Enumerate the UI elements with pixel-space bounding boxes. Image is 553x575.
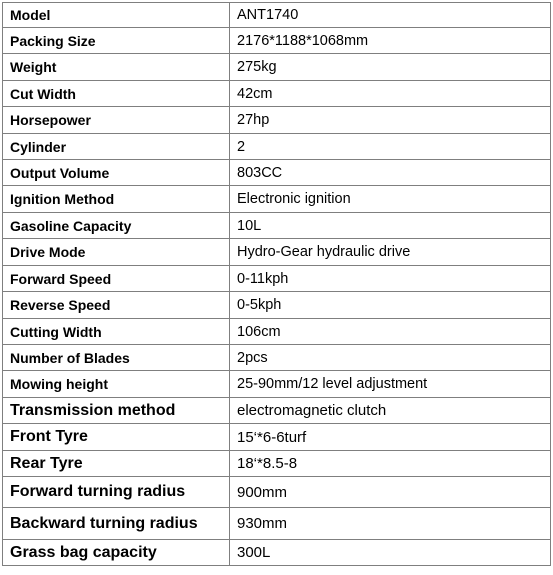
table-row: [3, 398, 551, 424]
table-row: [3, 213, 551, 239]
table-row: [3, 345, 551, 371]
row-value: 106cm: [230, 319, 551, 345]
table-row: [3, 319, 551, 345]
row-value: Hydro-Gear hydraulic drive: [230, 239, 551, 266]
row-label: Rear Tyre: [3, 451, 230, 477]
table-row: [3, 239, 551, 266]
table-row: [3, 508, 551, 540]
row-label: Forward turning radius: [3, 477, 230, 508]
row-value: 15‘*6-6turf: [230, 424, 551, 451]
row-value: 27hp: [230, 107, 551, 134]
table-row: [3, 292, 551, 319]
row-label: Model: [3, 3, 230, 28]
row-label: Cutting Width: [3, 319, 230, 345]
table-row: [3, 186, 551, 213]
row-label: Weight: [3, 54, 230, 81]
table-row: [3, 134, 551, 160]
row-value: 803CC: [230, 160, 551, 186]
row-value: 0-5kph: [230, 292, 551, 319]
table-row: [3, 451, 551, 477]
row-value: 2176*1188*1068mm: [230, 28, 551, 54]
row-value: 0-11kph: [230, 266, 551, 292]
row-label: Packing Size: [3, 28, 230, 54]
row-value: 25-90mm/12 level adjustment: [230, 371, 551, 398]
row-label: Horsepower: [3, 107, 230, 134]
spec-table-container: [2, 2, 551, 566]
row-label: Cut Width: [3, 81, 230, 107]
row-value: electromagnetic clutch: [230, 398, 551, 424]
row-label: Cylinder: [3, 134, 230, 160]
row-label: Mowing height: [3, 371, 230, 398]
row-label: Transmission method: [3, 398, 230, 424]
row-label: Grass bag capacity: [3, 540, 230, 566]
row-label: Number of Blades: [3, 345, 230, 371]
row-value: 930mm: [230, 508, 551, 540]
table-row: [3, 28, 551, 54]
table-row: [3, 81, 551, 107]
row-value: 18‘*8.5-8: [230, 451, 551, 477]
row-value: 275kg: [230, 54, 551, 81]
row-label: Output Volume: [3, 160, 230, 186]
table-row: [3, 266, 551, 292]
row-value: 900mm: [230, 477, 551, 508]
table-row: [3, 54, 551, 81]
row-value: ANT1740: [230, 3, 551, 28]
row-value: Electronic ignition: [230, 186, 551, 213]
row-label: Front Tyre: [3, 424, 230, 451]
row-label: Forward Speed: [3, 266, 230, 292]
row-value: 300L: [230, 540, 551, 566]
row-label: Ignition Method: [3, 186, 230, 213]
table-row: [3, 540, 551, 566]
row-label: Backward turning radius: [3, 508, 230, 540]
table-row: [3, 3, 551, 28]
row-value: 2pcs: [230, 345, 551, 371]
row-label: Drive Mode: [3, 239, 230, 266]
table-row: [3, 424, 551, 451]
row-value: 42cm: [230, 81, 551, 107]
row-label: Reverse Speed: [3, 292, 230, 319]
table-row: [3, 477, 551, 508]
table-row: [3, 107, 551, 134]
table-row: [3, 160, 551, 186]
spec-table: [2, 2, 551, 566]
row-value: 2: [230, 134, 551, 160]
row-label: Gasoline Capacity: [3, 213, 230, 239]
row-value: 10L: [230, 213, 551, 239]
table-row: [3, 371, 551, 398]
